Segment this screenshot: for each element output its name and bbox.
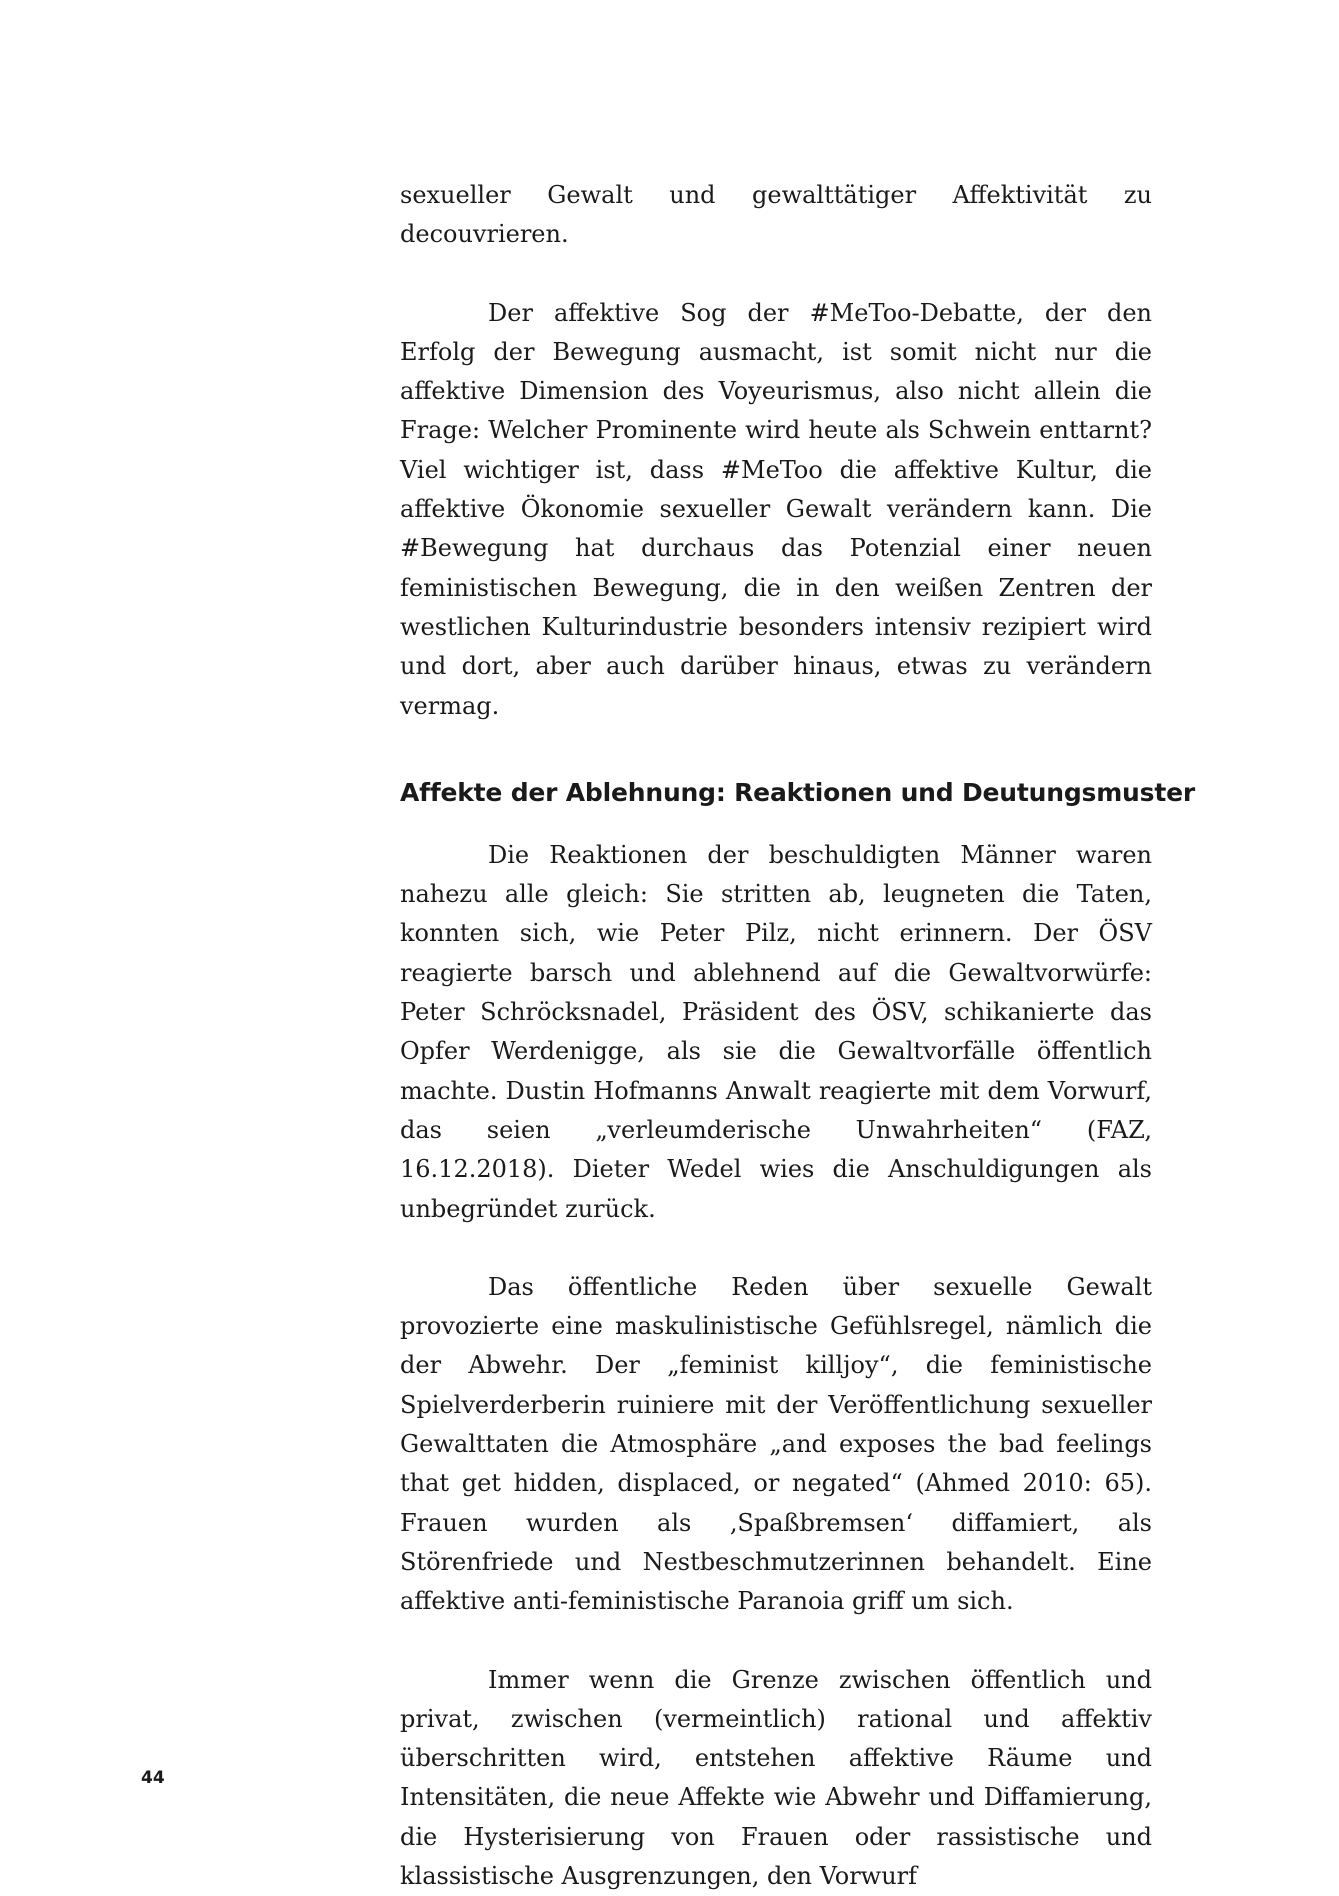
paragraph-reactions: Die Reaktionen der beschuldigten Männer waren nahezu alle gleich: Sie stritten ab, leugneten die Taten, konnten sich, wie Peter Pilz, nicht erinnern. Der ÖSV reagierte barsch und ablehnend auf die Gewaltvorwürfe: Peter Schröcksnadel, Präsident des ÖSV, schikanierte das Opfer Werdenigge, als sie die Gewaltvorfälle öffentlich machte. Dustin Hofmanns Anwalt reagierte mit dem Vorwurf, das seien „verleumderische Unwahrheiten“ (FAZ, 16.12.2018). Dieter Wedel wies die Anschuldigungen als unbegründet zurück. bbox=[400, 836, 1152, 1229]
section-heading: Affekte der Ablehnung: Reaktionen und Deutungsmuster bbox=[400, 776, 1152, 810]
paragraph-public-private: Immer wenn die Grenze zwischen öffentlich und privat, zwischen (vermeintlich) rational und affektiv überschritten wird, entstehen affektive Räume und Intensitäten, die neue Affekte wie Abwehr und Diffamierung, die Hysterisierung von Frauen oder rassistische und klassistische Ausgrenzungen, den Vorwurf bbox=[400, 1661, 1152, 1896]
paragraph-continuation: sexueller Gewalt und gewalttätiger Affektivität zu decouvrieren. bbox=[400, 176, 1152, 255]
paragraph-feeling-rules: Das öffentliche Reden über sexuelle Gewalt provozierte eine maskulinistische Gefühlsregel, nämlich die der Abwehr. Der „feminist killjoy“, die feministische Spielverderberin ruiniere mit der Veröffentlichung sexueller Gewalttaten die Atmosphäre „and exposes the bad feelings that get hidden, displaced, or negated“ (Ahmed 2010: 65). Frauen wurden als ‚Spaßbremsen‘ diffamiert, als Störenfriede und Nestbeschmutzerinnen behandelt. Eine affektive anti-feministische Paranoia griff um sich. bbox=[400, 1268, 1152, 1622]
page-number: 44 bbox=[141, 1768, 165, 1788]
paragraph-metoo-debate: Der affektive Sog der #MeToo-Debatte, der den Erfolg der Bewegung ausmacht, ist somit nicht nur die affektive Dimension des Voyeurismus, also nicht allein die Frage: Welcher Prominente wird heute als Schwein enttarnt? Viel wichtiger ist, dass #MeToo die affektive Kultur, die affektive Ökonomie sexueller Gewalt verändern kann. Die #Bewegung hat durchaus das Potenzial einer neuen feministischen Bewegung, die in den weißen Zentren der westlichen Kulturindustrie besonders intensiv rezipiert wird und dort, aber auch darüber hinaus, etwas zu verändern vermag. bbox=[400, 294, 1152, 726]
text-column bbox=[400, 176, 1152, 1896]
